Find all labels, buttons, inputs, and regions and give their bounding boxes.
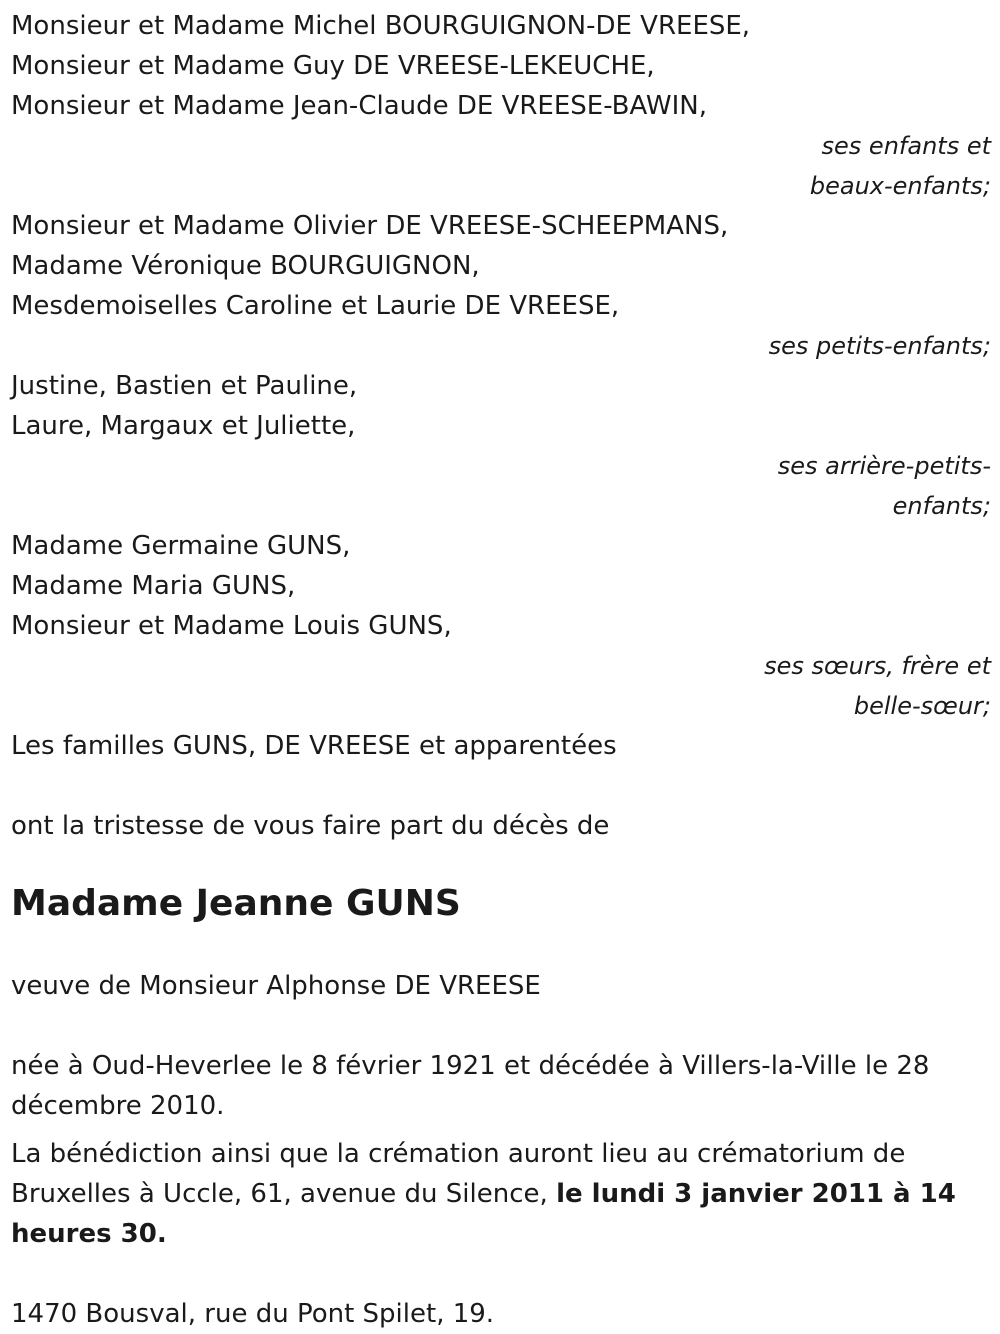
relationship-label: ses enfants et bbox=[821, 132, 991, 160]
birth-death-paragraph: née à Oud-Heverlee le 8 février 1921 et décédée à Villers-la-Ville le 28 décembre 2010. bbox=[11, 1051, 930, 1121]
widow-of-line: veuve de Monsieur Alphonse DE VREESE bbox=[11, 971, 541, 1001]
address-line: 1470 Bousval, rue du Pont Spilet, 19. bbox=[11, 1299, 495, 1329]
relationship-label: ses petits-enfants; bbox=[768, 332, 991, 360]
family-member-line: Monsieur et Madame Guy DE VREESE-LEKEUCHE, bbox=[11, 51, 655, 81]
announcement-line: ont la tristesse de vous faire part du décès de bbox=[11, 811, 610, 841]
obituary-notice bbox=[11, 6, 991, 1334]
family-member-line: Justine, Bastien et Pauline, bbox=[11, 371, 358, 401]
family-member-line: Madame Germaine GUNS, bbox=[11, 531, 351, 561]
siblings-section bbox=[11, 526, 991, 726]
relationship-label: ses arrière-petits- bbox=[777, 452, 991, 480]
family-member-line: Monsieur et Madame Jean-Claude DE VREESE-BAWIN, bbox=[11, 91, 707, 121]
families-line: Les familles GUNS, DE VREESE et apparentées bbox=[11, 731, 617, 761]
great-grandchildren-section bbox=[11, 366, 991, 526]
relationship-label: belle-sœur; bbox=[853, 692, 991, 720]
family-member-line: Mesdemoiselles Caroline et Laurie DE VREESE, bbox=[11, 291, 620, 321]
family-member-line: Madame Véronique BOURGUIGNON, bbox=[11, 251, 480, 281]
grandchildren-section bbox=[11, 206, 991, 366]
family-member-line: Laure, Margaux et Juliette, bbox=[11, 411, 356, 441]
ceremony-datetime: le lundi 3 janvier 2011 à 14 heures 30. bbox=[11, 1179, 956, 1249]
ceremony-text: La bénédiction ainsi que la crémation auront lieu au crématorium de Bruxelles à Uccle, 61, avenue du Silence, bbox=[11, 1139, 906, 1209]
relationship-label: beaux-enfants; bbox=[809, 172, 991, 200]
family-member-line: Monsieur et Madame Louis GUNS, bbox=[11, 611, 452, 641]
family-member-line: Monsieur et Madame Olivier DE VREESE-SCHEEPMANS, bbox=[11, 211, 729, 241]
relationship-label: ses sœurs, frère et bbox=[764, 652, 991, 680]
ceremony-paragraph bbox=[11, 1134, 991, 1254]
family-member-line: Monsieur et Madame Michel BOURGUIGNON-DE VREESE, bbox=[11, 11, 751, 41]
relationship-label: enfants; bbox=[892, 492, 991, 520]
family-member-line: Madame Maria GUNS, bbox=[11, 571, 296, 601]
children-section bbox=[11, 6, 991, 206]
deceased-name: Madame Jeanne GUNS bbox=[11, 883, 461, 924]
